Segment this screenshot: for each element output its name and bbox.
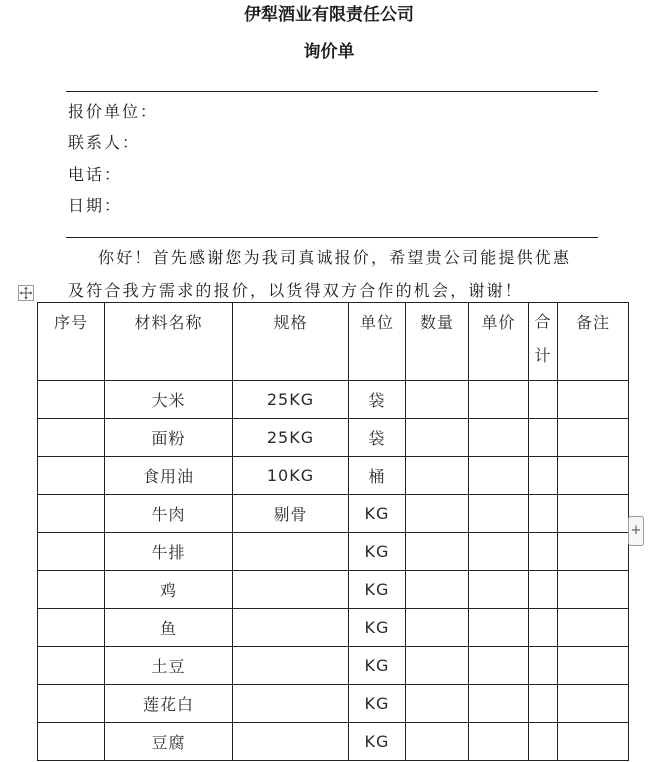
cell-total[interactable] — [529, 419, 558, 457]
cell-qty[interactable] — [406, 609, 469, 647]
middle-rule — [66, 237, 598, 238]
table-row — [38, 419, 629, 457]
cell-price[interactable] — [469, 533, 529, 571]
cell-price[interactable] — [469, 571, 529, 609]
cell-total[interactable] — [529, 571, 558, 609]
cell-price[interactable] — [469, 457, 529, 495]
cell-note[interactable] — [558, 723, 629, 761]
cell-note[interactable] — [558, 381, 629, 419]
cell-total[interactable] — [529, 533, 558, 571]
cell-seq[interactable] — [38, 495, 105, 533]
cell-spec[interactable]: 剔骨 — [233, 495, 349, 533]
cell-qty[interactable] — [406, 647, 469, 685]
cell-note[interactable] — [558, 419, 629, 457]
table-row — [38, 495, 629, 533]
cell-total[interactable] — [529, 723, 558, 761]
cell-name[interactable]: 鱼 — [105, 609, 233, 647]
cell-price[interactable] — [469, 685, 529, 723]
cell-name[interactable]: 牛排 — [105, 533, 233, 571]
cell-unit[interactable]: KG — [349, 495, 406, 533]
cell-price[interactable] — [469, 647, 529, 685]
cell-spec[interactable] — [233, 533, 349, 571]
cell-price[interactable] — [469, 495, 529, 533]
cell-spec[interactable] — [233, 571, 349, 609]
cell-qty[interactable] — [406, 419, 469, 457]
cell-qty[interactable] — [406, 533, 469, 571]
table-row — [38, 533, 629, 571]
cell-spec[interactable] — [233, 647, 349, 685]
table-row — [38, 647, 629, 685]
cell-note[interactable] — [558, 533, 629, 571]
cell-total[interactable] — [529, 495, 558, 533]
phone-label: 电话： — [68, 165, 123, 184]
cell-note[interactable] — [558, 495, 629, 533]
cell-name[interactable]: 食用油 — [105, 457, 233, 495]
cell-unit[interactable]: 袋 — [349, 419, 406, 457]
cell-price[interactable] — [469, 419, 529, 457]
cell-unit[interactable]: 袋 — [349, 381, 406, 419]
table-body — [38, 381, 629, 761]
cell-note[interactable] — [558, 571, 629, 609]
cell-seq[interactable] — [38, 533, 105, 571]
cell-seq[interactable] — [38, 609, 105, 647]
table-row — [38, 381, 629, 419]
cell-total[interactable] — [529, 609, 558, 647]
column-header-seq: 序号 — [38, 303, 105, 381]
company-name: 伊犁酒业有限责任公司 — [244, 5, 414, 25]
cell-name[interactable]: 大米 — [105, 381, 233, 419]
cell-spec[interactable]: 25KG — [233, 419, 349, 457]
cell-total[interactable] — [529, 647, 558, 685]
cell-price[interactable] — [469, 381, 529, 419]
cell-seq[interactable] — [38, 723, 105, 761]
column-header-price: 单价 — [469, 303, 529, 381]
cell-note[interactable] — [558, 457, 629, 495]
table-row — [38, 571, 629, 609]
cell-qty[interactable] — [406, 571, 469, 609]
cell-name[interactable]: 鸡 — [105, 571, 233, 609]
cell-total[interactable] — [529, 685, 558, 723]
table-move-icon[interactable] — [18, 285, 34, 301]
cell-qty[interactable] — [406, 381, 469, 419]
column-header-name: 材料名称 — [105, 303, 233, 381]
contact-label: 联系人： — [68, 133, 141, 152]
cell-seq[interactable] — [38, 457, 105, 495]
cell-unit[interactable]: KG — [349, 571, 406, 609]
add-column-button[interactable] — [628, 516, 644, 546]
cell-name[interactable]: 豆腐 — [105, 723, 233, 761]
cell-total[interactable] — [529, 457, 558, 495]
cell-name[interactable]: 牛肉 — [105, 495, 233, 533]
cell-unit[interactable]: KG — [349, 647, 406, 685]
cell-unit[interactable]: KG — [349, 723, 406, 761]
top-rule — [66, 91, 598, 92]
cell-seq[interactable] — [38, 571, 105, 609]
cell-name[interactable]: 面粉 — [105, 419, 233, 457]
table-row — [38, 609, 629, 647]
cell-seq[interactable] — [38, 685, 105, 723]
quotation-table — [37, 302, 629, 761]
table-header-row — [38, 303, 629, 381]
cell-qty[interactable] — [406, 723, 469, 761]
cell-price[interactable] — [469, 723, 529, 761]
cell-price[interactable] — [469, 609, 529, 647]
greeting-line-2: 及符合我方需求的报价，以货得双方合作的机会，谢谢！ — [68, 281, 524, 300]
column-header-unit: 单位 — [349, 303, 406, 381]
document-title: 询价单 — [303, 42, 355, 62]
cell-seq[interactable] — [38, 647, 105, 685]
cell-spec[interactable] — [233, 609, 349, 647]
cell-unit[interactable]: 桶 — [349, 457, 406, 495]
cell-note[interactable] — [558, 685, 629, 723]
cell-note[interactable] — [558, 609, 629, 647]
table-row — [38, 457, 629, 495]
cell-seq[interactable] — [38, 381, 105, 419]
cell-seq[interactable] — [38, 419, 105, 457]
greeting-line-1: 你好！首先感谢您为我司真诚报价，希望贵公司能提供优惠 — [98, 248, 572, 267]
cell-note[interactable] — [558, 647, 629, 685]
cell-unit[interactable]: KG — [349, 685, 406, 723]
column-header-total: 合计 — [529, 303, 558, 381]
cell-qty[interactable] — [406, 457, 469, 495]
cell-spec[interactable] — [233, 685, 349, 723]
cell-spec[interactable] — [233, 723, 349, 761]
cell-qty[interactable] — [406, 495, 469, 533]
column-header-spec: 规格 — [233, 303, 349, 381]
table-row — [38, 723, 629, 761]
cell-total[interactable] — [529, 381, 558, 419]
cell-name[interactable]: 莲花白 — [105, 685, 233, 723]
quote-unit-label: 报价单位： — [68, 102, 159, 121]
plus-icon: + — [630, 523, 642, 538]
column-header-qty: 数量 — [406, 303, 469, 381]
table-row — [38, 685, 629, 723]
cell-qty[interactable] — [406, 685, 469, 723]
column-header-note: 备注 — [558, 303, 629, 381]
cell-spec[interactable]: 10KG — [233, 457, 349, 495]
cell-spec[interactable]: 25KG — [233, 381, 349, 419]
cell-name[interactable]: 土豆 — [105, 647, 233, 685]
cell-unit[interactable]: KG — [349, 533, 406, 571]
cell-unit[interactable]: KG — [349, 609, 406, 647]
date-label: 日期： — [68, 196, 123, 215]
